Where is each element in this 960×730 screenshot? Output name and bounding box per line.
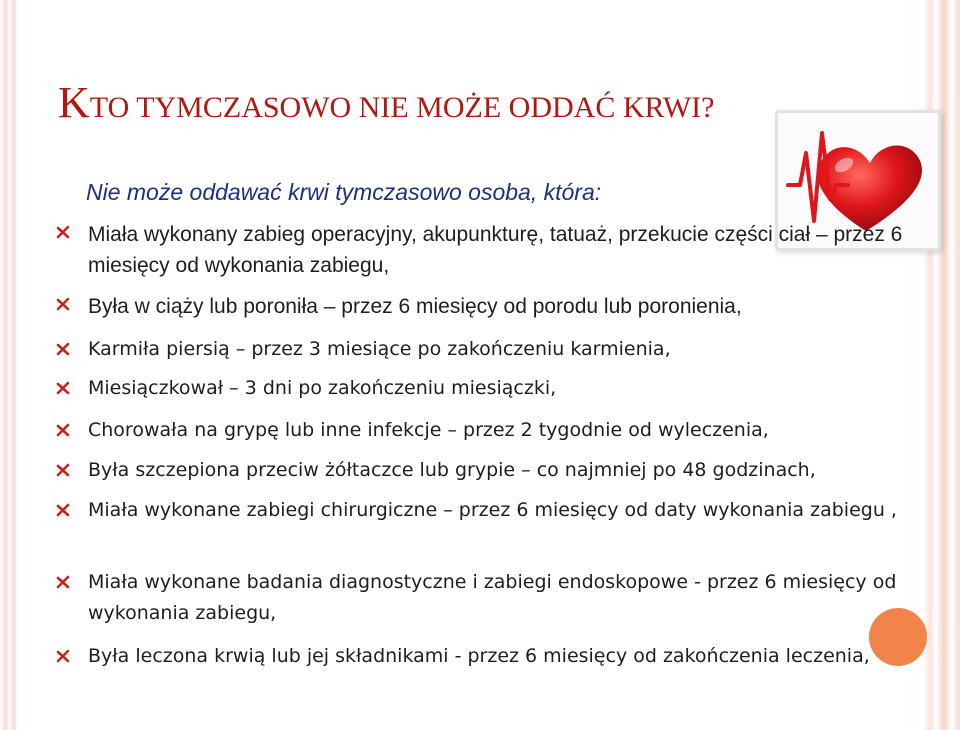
list-item: Była w ciąży lub poroniła – przez 6 miesięcy od porodu lub poronienia, — [88, 295, 742, 318]
x-mark-icon — [56, 575, 72, 593]
x-mark-icon — [56, 423, 72, 441]
list-item: Chorowała na grypę lub inne infekcje – przez 2 tygodnie od wyleczenia, — [88, 419, 769, 441]
x-mark-icon — [56, 297, 72, 315]
x-mark-icon — [56, 503, 72, 521]
list-item: Karmiła piersią – przez 3 miesiące po zakończeniu karmienia, — [88, 338, 671, 360]
x-mark-icon — [56, 381, 72, 399]
x-mark-icon — [56, 649, 72, 667]
x-mark-icon — [56, 225, 72, 243]
list-item: Miała wykonane zabiegi chirurgiczne – przez 6 miesięcy od daty wykonania zabiegu , — [88, 499, 897, 521]
list-item: Była szczepiona przeciw żółtaczce lub grypie – co najmniej po 48 godzinach, — [88, 459, 816, 481]
slide-subtitle: Nie może oddawać krwi tymczasowo osoba, która: — [86, 179, 602, 205]
x-mark-icon — [56, 342, 72, 360]
list-item: Miała wykonane badania diagnostyczne i zabiegi endoskopowe - przez 6 miesięcy od wykonania zabiegu, — [88, 571, 897, 624]
left-decorative-stripe — [0, 0, 22, 730]
title-text: TO TYMCZASOWO NIE MOŻE ODDAĆ KRWI? — [89, 91, 715, 124]
slide-title — [58, 78, 714, 133]
list-item: Miała wykonany zabieg operacyjny, akupunkturę, tatuaż, przekucie części ciał – przez 6 miesięcy od wykonania zabiegu, — [88, 223, 903, 277]
list-item: Miesiączkował – 3 dni po zakończeniu miesiączki, — [88, 377, 557, 399]
title-initial: K — [58, 78, 90, 127]
list-item: Była leczona krwią lub jej składnikami - przez 6 miesięcy od zakończenia leczenia, — [88, 645, 870, 667]
x-mark-icon — [56, 463, 72, 481]
orange-circle-decoration — [869, 608, 927, 666]
